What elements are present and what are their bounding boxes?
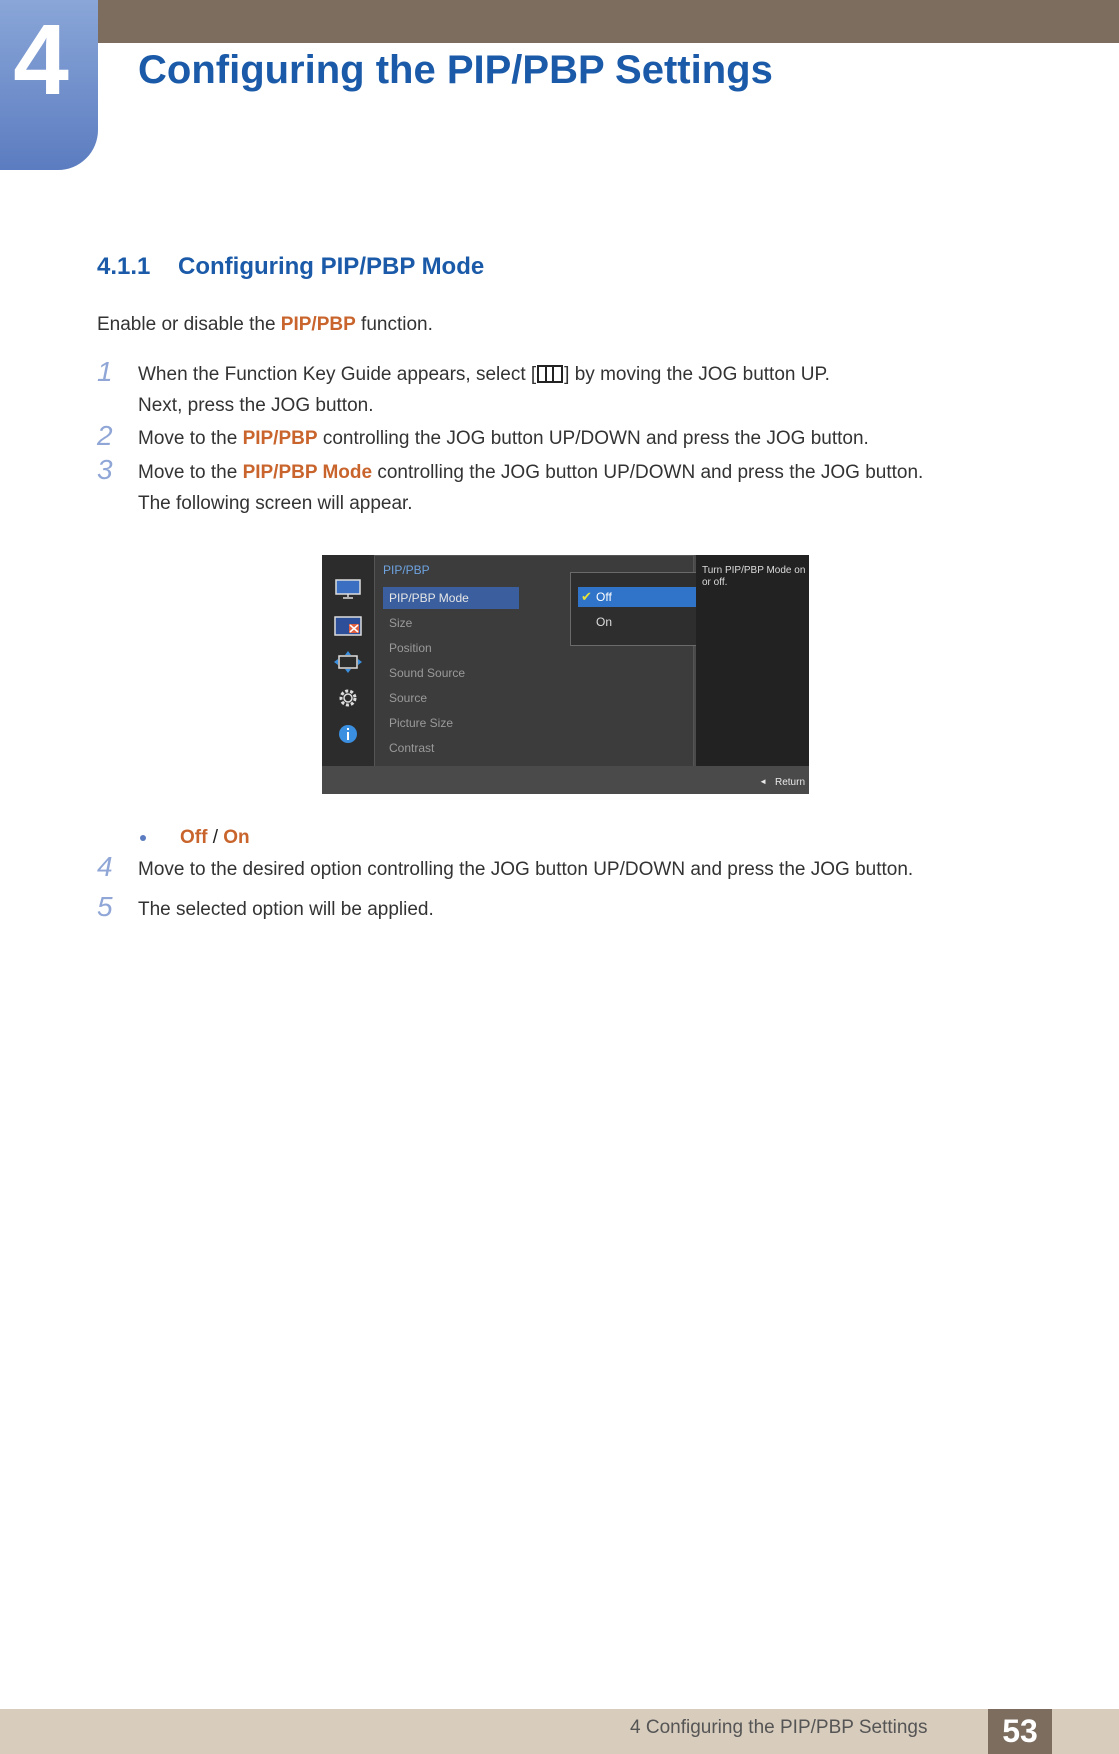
osd-item-sound-source[interactable]: Sound Source bbox=[389, 666, 466, 680]
footer-bar bbox=[0, 1709, 1119, 1754]
osd-item-size[interactable]: Size bbox=[389, 616, 413, 630]
footer-chapter-title: 4 Configuring the PIP/PBP Settings bbox=[630, 1717, 928, 1738]
info-icon bbox=[334, 723, 362, 745]
osd-screenshot bbox=[322, 555, 809, 794]
step-1-text-after: ] by moving the JOG button UP. bbox=[564, 364, 830, 385]
section-title: Configuring PIP/PBP Mode bbox=[178, 253, 485, 280]
intro-text-before: Enable or disable the bbox=[97, 314, 281, 335]
page-number: 53 bbox=[988, 1709, 1052, 1754]
step-number: 1 bbox=[97, 356, 113, 387]
bullet-text bbox=[180, 827, 250, 849]
left-arrow-icon: ◄ bbox=[759, 777, 767, 786]
osd-bottom-bar bbox=[322, 766, 809, 794]
check-icon: ✔ bbox=[581, 589, 592, 604]
chapter-tab bbox=[0, 0, 98, 170]
step-text: The selected option will be applied. bbox=[138, 899, 434, 920]
step-3-line2: The following screen will appear. bbox=[138, 493, 413, 514]
osd-icon-bar bbox=[322, 555, 374, 766]
step-number: 4 bbox=[97, 851, 113, 882]
step-1-text-before: When the Function Key Guide appears, select [ bbox=[138, 364, 537, 385]
step-text: Move to the desired option controlling the JOG button UP/DOWN and press the JOG button. bbox=[138, 859, 914, 880]
intro-paragraph bbox=[97, 314, 433, 336]
intro-text-after: function. bbox=[355, 314, 433, 335]
step-number: 3 bbox=[97, 454, 113, 485]
osd-item-position[interactable]: Position bbox=[389, 641, 432, 655]
section-heading bbox=[97, 253, 484, 281]
bullet-option-on: On bbox=[223, 827, 250, 848]
pip-pbp-icon bbox=[537, 365, 563, 383]
chapter-number: 4 bbox=[13, 4, 69, 116]
step-text bbox=[138, 364, 830, 386]
picture-icon bbox=[334, 615, 362, 637]
step-3-highlight: PIP/PBP Mode bbox=[242, 462, 373, 483]
step-2-text-before: Move to the bbox=[138, 428, 243, 449]
osd-item-source[interactable]: Source bbox=[389, 691, 428, 705]
osd-item-picture-size[interactable]: Picture Size bbox=[389, 716, 454, 730]
header-bar bbox=[0, 0, 1119, 43]
osd-option-on-label: On bbox=[596, 615, 613, 629]
step-3-text-after: controlling the JOG button UP/DOWN and press the JOG button. bbox=[372, 462, 924, 483]
osd-help-text: Turn PIP/PBP Mode on or off. bbox=[702, 565, 806, 588]
bullet-dot bbox=[140, 835, 146, 841]
chapter-title: Configuring the PIP/PBP Settings bbox=[138, 48, 773, 92]
step-number: 5 bbox=[97, 891, 113, 922]
section-number: 4.1.1 bbox=[97, 253, 151, 280]
intro-highlight: PIP/PBP bbox=[280, 314, 356, 335]
step-2-text-after: controlling the JOG button UP/DOWN and press the JOG button. bbox=[317, 428, 869, 449]
osd-item-pip-pbp-mode[interactable]: PIP/PBP Mode bbox=[383, 587, 519, 609]
osd-return-label[interactable]: Return bbox=[774, 777, 805, 788]
osd-menu-title: PIP/PBP bbox=[383, 563, 430, 577]
gear-icon bbox=[334, 687, 362, 709]
osd-option-off-label: Off bbox=[596, 590, 612, 604]
step-text bbox=[138, 462, 923, 484]
osd-menu-panel bbox=[374, 555, 694, 769]
resize-icon bbox=[334, 651, 362, 673]
monitor-icon bbox=[334, 578, 362, 600]
step-2-highlight: PIP/PBP bbox=[242, 428, 318, 449]
osd-help-panel bbox=[696, 555, 809, 766]
step-number: 2 bbox=[97, 420, 113, 451]
osd-item-contrast[interactable]: Contrast bbox=[389, 741, 435, 755]
bullet-option-off: Off bbox=[180, 827, 208, 848]
step-3-text-before: Move to the bbox=[138, 462, 243, 483]
bullet-separator: / bbox=[207, 827, 224, 848]
step-1-line2: Next, press the JOG button. bbox=[138, 395, 374, 416]
step-text bbox=[138, 428, 869, 450]
